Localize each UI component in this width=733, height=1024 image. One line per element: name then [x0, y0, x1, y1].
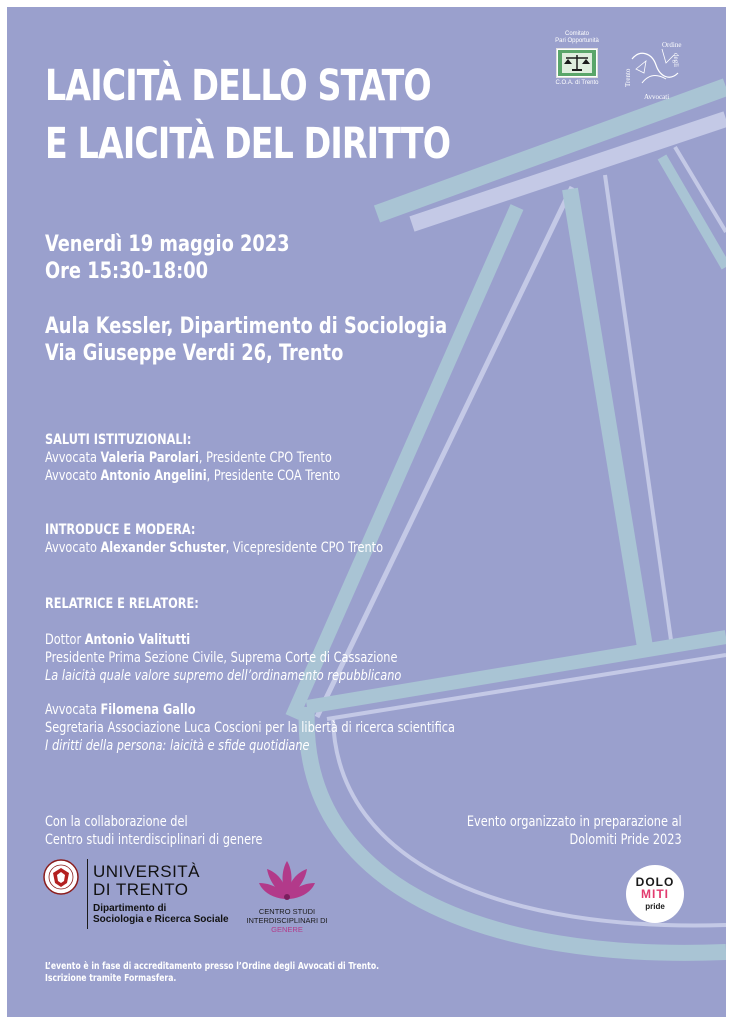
- modera-item: Avvocato Alexander Schuster, Vicepresidente CPO Trento: [45, 540, 384, 556]
- organized-text: Evento organizzato in preparazione al Dolomiti Pride 2023: [467, 814, 682, 848]
- event-datetime: [45, 231, 290, 285]
- footer-note: L’evento è in fase di accreditamento presso l’Ordine degli Avvocati di Trento. Iscrizione tramite Formasfera.: [45, 961, 380, 984]
- speaker-2: [45, 701, 455, 755]
- speaker-talk: I diritti della persona: laicità e sfide quotidiane: [45, 738, 310, 754]
- speaker-talk: La laicità quale valore supremo dell’ordinamento repubblicano: [45, 668, 402, 684]
- csig-logo: CENTRO STUDI INTERDISCIPLINARI DI GENERE: [227, 859, 347, 929]
- speaker-role: Presidente Prima Sezione Civile, Suprema Corte di Cassazione: [45, 650, 398, 666]
- speaker-1: [45, 631, 401, 685]
- saluti-heading: SALUTI ISTITUZIONALI:: [45, 432, 192, 448]
- unitn-logo: UNIVERSITÀ DI TRENTO Dipartimento di Sociologia e Ricerca Sociale: [43, 859, 218, 929]
- title-line-2: E LAICITÀ DEL DIRITTO: [45, 119, 451, 169]
- unitn-seal-icon: [43, 859, 79, 895]
- scale-badge-icon: [556, 48, 598, 78]
- saluti-section: [45, 431, 340, 485]
- venue-line-1: Aula Kessler, Dipartimento di Sociologia: [45, 314, 448, 339]
- modera-section: [45, 521, 383, 557]
- event-venue: [45, 313, 447, 367]
- cpo-logo: Comitato Pari Opportunità C.O.A. di Trento: [555, 31, 599, 86]
- speaker-role: Segretaria Associazione Luca Coscioni per la libertà di ricerca scientifica: [45, 720, 455, 736]
- event-title: [45, 57, 450, 173]
- modera-heading: INTRODUCE E MODERA:: [45, 522, 196, 538]
- title-line-1: LAICITÀ DELLO STATO: [45, 61, 431, 111]
- saluti-item: Avvocata Valeria Parolari, Presidente CPO Trento: [45, 450, 332, 466]
- collaboration-text: Con la collaborazione del Centro studi interdisciplinari di genere: [45, 814, 263, 848]
- relatori-heading: RELATRICE E RELATORE:: [45, 596, 199, 612]
- ordine-avvocati-logo: Ordine degli Avvocati Trento: [624, 41, 682, 101]
- relatori-section: [45, 595, 199, 613]
- poster: [7, 7, 726, 1017]
- speaker-name: Dottor Antonio Valitutti: [45, 632, 191, 648]
- flower-icon: [257, 859, 317, 907]
- venue-line-2: Via Giuseppe Verdi 26, Trento: [45, 341, 344, 366]
- speaker-name: Avvocata Filomena Gallo: [45, 702, 196, 718]
- event-time: Ore 15:30-18:00: [45, 259, 209, 284]
- event-date: Venerdì 19 maggio 2023: [45, 232, 290, 257]
- saluti-item: Avvocato Antonio Angelini, Presidente COA Trento: [45, 468, 341, 484]
- dolomiti-pride-logo: DOLO MITI pride: [626, 865, 684, 923]
